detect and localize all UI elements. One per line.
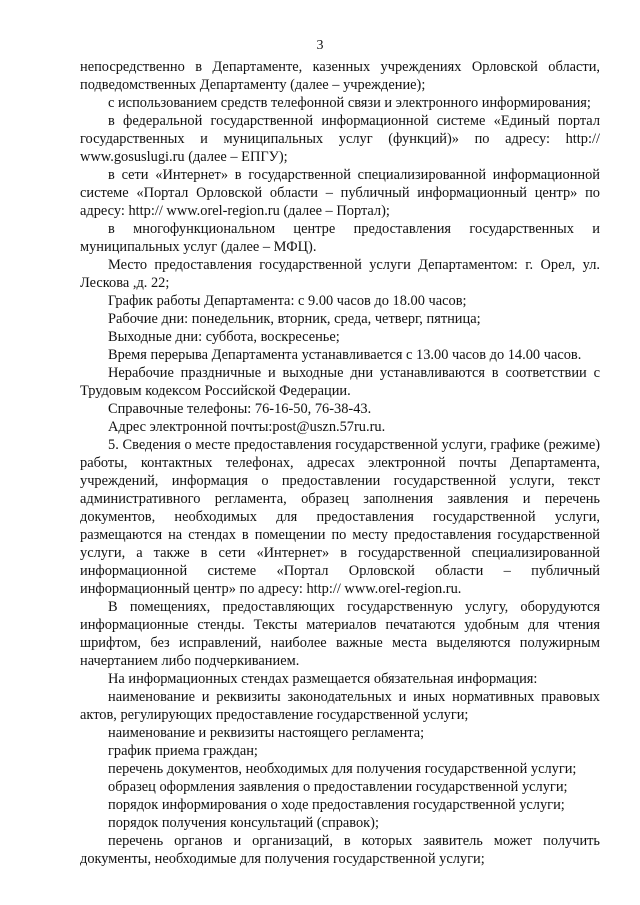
paragraph: Нерабочие праздничные и выходные дни устанавливаются в соответствии с Трудовым кодексом Российской Федерации. (80, 365, 600, 399)
paragraph: наименование и реквизиты законодательных и иных нормативных правовых актов, регулирующих предоставление государственной услуги; (80, 689, 600, 723)
paragraph: с использованием средств телефонной связи и электронного информирования; (108, 95, 591, 111)
paragraph: 5. Сведения о месте предоставления государственной услуги, графике (режиме) работы, контактных телефонах, адресах электронной почты Департамента, учреждений, информация о предоставлении государственной услуги, текст административного регламента, образец заполнения заявления и перечень документов, необходимых для предоставления государственной услуги, размещаются на стендах в помещении по месту предоставления государственной услуги, а также в сети «Интернет» в государственной специализированной информационной системе «Портал Орловской области – публичный информационный центр» по адресу: http:// www.orel-region.ru. (80, 437, 600, 597)
paragraph: график приема граждан; (108, 743, 258, 759)
paragraph: Выходные дни: суббота, воскресенье; (108, 329, 340, 345)
paragraph: наименование и реквизиты настоящего регламента; (108, 725, 425, 741)
paragraph: порядок получения консультаций (справок); (108, 815, 379, 831)
paragraph: в федеральной государственной информационной системе «Единый портал государственных и муниципальных услуг (функций)» по адресу: http:// www.gosuslugi.ru (далее – ЕПГУ); (80, 113, 600, 165)
paragraph: Справочные телефоны: 76-16-50, 76-38-43. (108, 401, 372, 417)
paragraph: Место предоставления государственной услуги Департаментом: г. Орел, ул. Лескова ,д. 22; (80, 257, 600, 291)
paragraph: График работы Департамента: с 9.00 часов до 18.00 часов; (108, 293, 467, 309)
paragraph: в многофункциональном центре предоставления государственных и муниципальных услуг (далее – МФЦ). (80, 221, 600, 255)
paragraph: образец оформления заявления о предоставлении государственной услуги; (108, 779, 568, 795)
page-number: 3 (316, 38, 324, 53)
paragraph: перечень органов и организаций, в которых заявитель может получить документы, необходимые для получения государственной услуги; (80, 833, 600, 867)
paragraph: непосредственно в Департаменте, казенных учреждениях Орловской области, подведомственных Департаменту (далее – учреждение); (80, 59, 600, 93)
paragraph: в сети «Интернет» в государственной специализированной информационной системе «Портал Орловской области – публичный информационный центр» по адресу: http:// www.orel-region.ru (далее – Портал); (80, 167, 600, 219)
paragraph: Рабочие дни: понедельник, вторник, среда, четверг, пятница; (108, 311, 481, 327)
document-body (80, 58, 600, 868)
paragraph: порядок информирования о ходе предоставления государственной услуги; (108, 797, 565, 813)
paragraph: перечень документов, необходимых для получения государственной услуги; (108, 761, 577, 777)
paragraph: Адрес электронной почты:post@uszn.57ru.ru. (108, 419, 386, 435)
paragraph: На информационных стендах размещается обязательная информация: (108, 671, 538, 687)
paragraph: Время перерыва Департамента устанавливается с 13.00 часов до 14.00 часов. (108, 347, 582, 363)
paragraph: В помещениях, предоставляющих государственную услугу, оборудуются информационные стенды. Тексты материалов печатаются удобным для чтения шрифтом, без исправлений, наиболее важные места выделяются полужирным начертанием либо подчеркиванием. (80, 599, 600, 669)
